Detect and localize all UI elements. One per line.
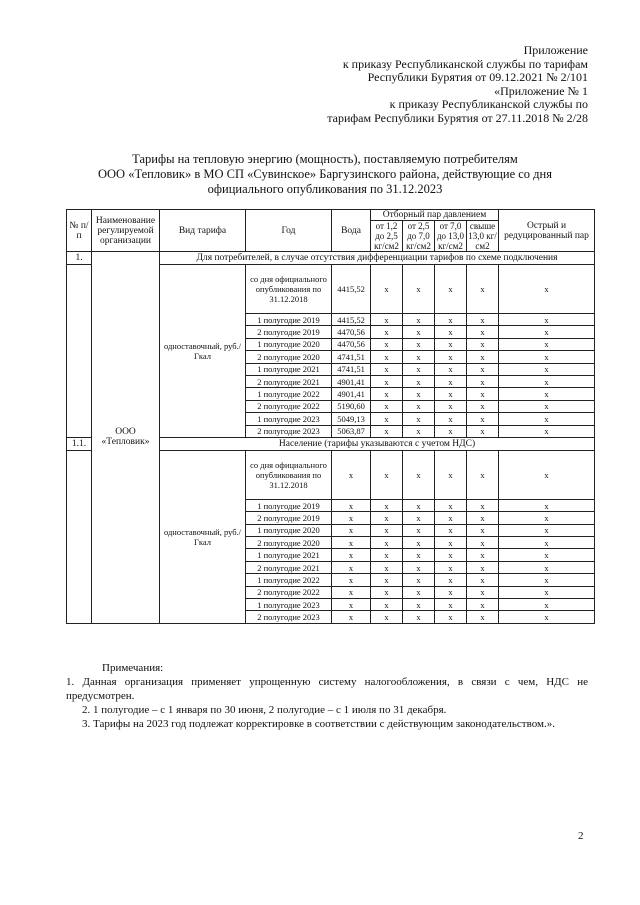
sharp-steam-cell: х	[499, 425, 595, 437]
steam-value-cell: х	[371, 400, 403, 412]
steam-value-cell: х	[371, 351, 403, 363]
col-header-steam: Отборный пар давлением	[371, 210, 499, 221]
steam-value-cell: х	[371, 363, 403, 375]
page-number: 2	[578, 830, 584, 842]
sharp-steam-cell: х	[499, 574, 595, 586]
sharp-steam-cell: х	[499, 524, 595, 536]
steam-value-cell: х	[467, 450, 499, 499]
col-header-tariff-type: Вид тарифа	[160, 210, 246, 252]
steam-value-cell: х	[371, 512, 403, 524]
sharp-steam-cell: х	[499, 499, 595, 511]
sharp-steam-cell: х	[499, 400, 595, 412]
period-cell: 2 полугодие 2020	[246, 351, 332, 363]
steam-value-cell: х	[403, 611, 435, 623]
header-line: Республики Бурятия от 09.12.2021 № 2/101	[367, 70, 588, 84]
sharp-steam-cell: х	[499, 351, 595, 363]
steam-value-cell: х	[467, 524, 499, 536]
period-cell: 1 полугодие 2022	[246, 574, 332, 586]
steam-value-cell: х	[467, 537, 499, 549]
col-header-steam-4: свыше 13,0 кг/см2	[468, 221, 497, 251]
section-label: Для потребителей, в случае отсутствия дифференциации тарифов по схеме подключения	[160, 252, 595, 265]
period-cell: 2 полугодие 2022	[246, 400, 332, 412]
steam-value-cell: х	[403, 375, 435, 387]
steam-value-cell: х	[371, 561, 403, 573]
header-line: Приложение	[523, 43, 588, 57]
steam-value-cell: х	[403, 265, 435, 314]
water-value-cell: 4901,41	[332, 375, 371, 387]
header-line: «Приложение № 1	[494, 83, 588, 98]
steam-value-cell: х	[371, 265, 403, 314]
steam-value-cell: х	[467, 338, 499, 350]
period-cell: 2 полугодие 2021	[246, 375, 332, 387]
steam-value-cell: х	[403, 549, 435, 561]
col-header-org: Наименование регулируемой организации	[92, 210, 160, 252]
water-value-cell: х	[332, 611, 371, 623]
steam-value-cell: х	[371, 413, 403, 425]
steam-value-cell: х	[435, 574, 467, 586]
notes-title: Примечания:	[102, 662, 164, 674]
steam-value-cell: х	[435, 499, 467, 511]
tariff-kind: одноставочный, руб./Гкал	[160, 450, 246, 623]
sharp-steam-cell: х	[499, 314, 595, 326]
steam-value-cell: х	[467, 586, 499, 598]
col-header-year: Год	[246, 210, 332, 252]
title-line: официального опубликования по 31.12.2023	[207, 182, 443, 196]
col-header-num: № п/п	[67, 210, 92, 252]
steam-value-cell: х	[403, 388, 435, 400]
period-cell: 1 полугодие 2020	[246, 338, 332, 350]
steam-value-cell: х	[403, 363, 435, 375]
sharp-steam-cell: х	[499, 549, 595, 561]
water-value-cell: х	[332, 512, 371, 524]
steam-value-cell: х	[403, 574, 435, 586]
water-value-cell: х	[332, 599, 371, 611]
water-value-cell: х	[332, 537, 371, 549]
steam-value-cell: х	[467, 400, 499, 412]
period-cell: 1 полугодие 2023	[246, 413, 332, 425]
steam-value-cell: х	[467, 326, 499, 338]
steam-value-cell: х	[371, 375, 403, 387]
section-label: Население (тарифы указываются с учетом НДС)	[160, 437, 595, 450]
col-header-water: Вода	[332, 210, 371, 252]
period-cell: со дня официального опубликования по 31.12.2018	[246, 450, 332, 499]
steam-value-cell: х	[435, 375, 467, 387]
steam-value-cell: х	[467, 413, 499, 425]
notes-block	[66, 661, 588, 731]
steam-value-cell: х	[467, 499, 499, 511]
water-value-cell: 4415,52	[332, 314, 371, 326]
steam-value-cell: х	[435, 314, 467, 326]
steam-value-cell: х	[371, 524, 403, 536]
sharp-steam-cell: х	[499, 512, 595, 524]
steam-value-cell: х	[435, 338, 467, 350]
steam-value-cell: х	[435, 524, 467, 536]
steam-value-cell: х	[435, 363, 467, 375]
col-header-sharp-steam: Острый и редуцированный пар	[499, 210, 595, 252]
period-cell: 1 полугодие 2021	[246, 363, 332, 375]
water-value-cell: х	[332, 561, 371, 573]
steam-value-cell: х	[371, 611, 403, 623]
tariff-kind: одноставочный, руб./Гкал	[160, 265, 246, 438]
row-number: 1.	[67, 252, 92, 265]
steam-value-cell: х	[371, 537, 403, 549]
water-value-cell: 4415,52	[332, 265, 371, 314]
steam-value-cell: х	[435, 599, 467, 611]
sharp-steam-cell: х	[499, 599, 595, 611]
sharp-steam-cell: х	[499, 338, 595, 350]
water-value-cell: х	[332, 524, 371, 536]
steam-value-cell: х	[371, 586, 403, 598]
sharp-steam-cell: х	[499, 388, 595, 400]
steam-value-cell: х	[371, 549, 403, 561]
period-cell: 1 полугодие 2023	[246, 599, 332, 611]
period-cell: 1 полугодие 2020	[246, 524, 332, 536]
steam-value-cell: х	[435, 388, 467, 400]
steam-value-cell: х	[467, 265, 499, 314]
note-item: 1. Данная организация применяет упрощенную систему налогообложения, в связи с чем, НДС не предусмотрен.	[66, 676, 588, 702]
steam-value-cell: х	[371, 338, 403, 350]
col-header-steam-1: от 1,2 до 2,5 кг/см2	[371, 221, 403, 252]
steam-value-cell: х	[371, 599, 403, 611]
steam-value-cell: х	[467, 574, 499, 586]
steam-value-cell: х	[467, 561, 499, 573]
note-item: 2. 1 полугодие – с 1 января по 30 июня, 2 полугодие – с 1 июля по 31 декабря.	[82, 704, 447, 716]
steam-value-cell: х	[435, 611, 467, 623]
steam-value-cell: х	[371, 388, 403, 400]
sharp-steam-cell: х	[499, 413, 595, 425]
steam-value-cell: х	[435, 537, 467, 549]
col-header-steam-2: от 2,5 до 7,0 кг/см2	[403, 221, 435, 252]
steam-value-cell: х	[371, 326, 403, 338]
water-value-cell: 5049,13	[332, 413, 371, 425]
sharp-steam-cell: х	[499, 326, 595, 338]
steam-value-cell: х	[467, 599, 499, 611]
steam-value-cell: х	[403, 413, 435, 425]
title-line: ООО «Тепловик» в МО СП «Сувинское» Баргузинского района, действующие со дня	[98, 167, 552, 181]
steam-value-cell: х	[467, 425, 499, 437]
sharp-steam-cell: х	[499, 450, 595, 499]
steam-value-cell: х	[435, 425, 467, 437]
steam-value-cell: х	[435, 400, 467, 412]
steam-value-cell: х	[467, 611, 499, 623]
steam-value-cell: х	[403, 599, 435, 611]
steam-value-cell: х	[403, 561, 435, 573]
steam-value-cell: х	[403, 400, 435, 412]
steam-value-cell: х	[403, 512, 435, 524]
period-cell: 2 полугодие 2023	[246, 611, 332, 623]
steam-value-cell: х	[435, 326, 467, 338]
header-line: к приказу Республиканской службы по	[389, 97, 588, 111]
header-line: тарифам Республики Бурятия от 27.11.2018 № 2/28	[327, 110, 588, 125]
steam-value-cell: х	[371, 574, 403, 586]
steam-value-cell: х	[403, 524, 435, 536]
steam-value-cell: х	[467, 363, 499, 375]
water-value-cell: х	[332, 450, 371, 499]
period-cell: 2 полугодие 2021	[246, 561, 332, 573]
water-value-cell: 4470,56	[332, 338, 371, 350]
steam-value-cell: х	[403, 537, 435, 549]
water-value-cell: 4470,56	[332, 326, 371, 338]
steam-value-cell: х	[435, 586, 467, 598]
steam-value-cell: х	[371, 450, 403, 499]
water-value-cell: 4741,51	[332, 351, 371, 363]
water-value-cell: 5190,60	[332, 400, 371, 412]
period-cell: 1 полугодие 2019	[246, 314, 332, 326]
steam-value-cell: х	[435, 549, 467, 561]
steam-value-cell: х	[403, 499, 435, 511]
water-value-cell: х	[332, 549, 371, 561]
steam-value-cell: х	[467, 375, 499, 387]
steam-value-cell: х	[467, 512, 499, 524]
sharp-steam-cell: х	[499, 561, 595, 573]
period-cell: 1 полугодие 2022	[246, 388, 332, 400]
steam-value-cell: х	[467, 351, 499, 363]
section-row	[67, 252, 595, 265]
steam-value-cell: х	[435, 450, 467, 499]
steam-value-cell: х	[467, 314, 499, 326]
tariff-table	[66, 209, 595, 624]
water-value-cell: 4741,51	[332, 363, 371, 375]
steam-value-cell: х	[403, 450, 435, 499]
sharp-steam-cell: х	[499, 363, 595, 375]
steam-value-cell: х	[467, 549, 499, 561]
steam-value-cell: х	[403, 586, 435, 598]
header-block	[327, 44, 588, 125]
sharp-steam-cell: х	[499, 611, 595, 623]
period-cell: 1 полугодие 2019	[246, 499, 332, 511]
steam-value-cell: х	[435, 512, 467, 524]
row-number-empty	[67, 265, 92, 438]
sharp-steam-cell: х	[499, 537, 595, 549]
steam-value-cell: х	[435, 413, 467, 425]
sharp-steam-cell: х	[499, 265, 595, 314]
steam-value-cell: х	[371, 314, 403, 326]
row-number: 1.1.	[67, 437, 92, 450]
period-cell: 2 полугодие 2019	[246, 512, 332, 524]
water-value-cell: х	[332, 499, 371, 511]
steam-value-cell: х	[435, 351, 467, 363]
period-cell: 2 полугодие 2023	[246, 425, 332, 437]
title-line: Тарифы на тепловую энергию (мощность), поставляемую потребителям	[132, 152, 518, 166]
col-header-steam-3: от 7,0 до 13,0 кг/см2	[435, 221, 467, 252]
org-name: ООО «Тепловик»	[92, 252, 160, 624]
steam-value-cell: х	[371, 499, 403, 511]
steam-value-cell: х	[403, 351, 435, 363]
document-title	[70, 152, 580, 197]
steam-value-cell: х	[435, 561, 467, 573]
water-value-cell: х	[332, 574, 371, 586]
sharp-steam-cell: х	[499, 586, 595, 598]
note-item: 3. Тарифы на 2023 год подлежат корректировке в соответствии с действующим законодательством.».	[82, 718, 555, 730]
row-number-empty	[67, 450, 92, 623]
period-cell: 2 полугодие 2020	[246, 537, 332, 549]
period-cell: 1 полугодие 2021	[246, 549, 332, 561]
sharp-steam-cell: х	[499, 375, 595, 387]
steam-value-cell: х	[371, 425, 403, 437]
period-cell: 2 полугодие 2019	[246, 326, 332, 338]
header-line: к приказу Республиканской службы по тарифам	[342, 56, 588, 71]
steam-value-cell: х	[403, 338, 435, 350]
period-cell: со дня официального опубликования по 31.12.2018	[246, 265, 332, 314]
water-value-cell: 5063,87	[332, 425, 371, 437]
steam-value-cell: х	[467, 388, 499, 400]
steam-value-cell: х	[403, 314, 435, 326]
steam-value-cell: х	[403, 326, 435, 338]
water-value-cell: 4901,41	[332, 388, 371, 400]
water-value-cell: х	[332, 586, 371, 598]
period-cell: 2 полугодие 2022	[246, 586, 332, 598]
steam-value-cell: х	[435, 265, 467, 314]
steam-value-cell: х	[403, 425, 435, 437]
